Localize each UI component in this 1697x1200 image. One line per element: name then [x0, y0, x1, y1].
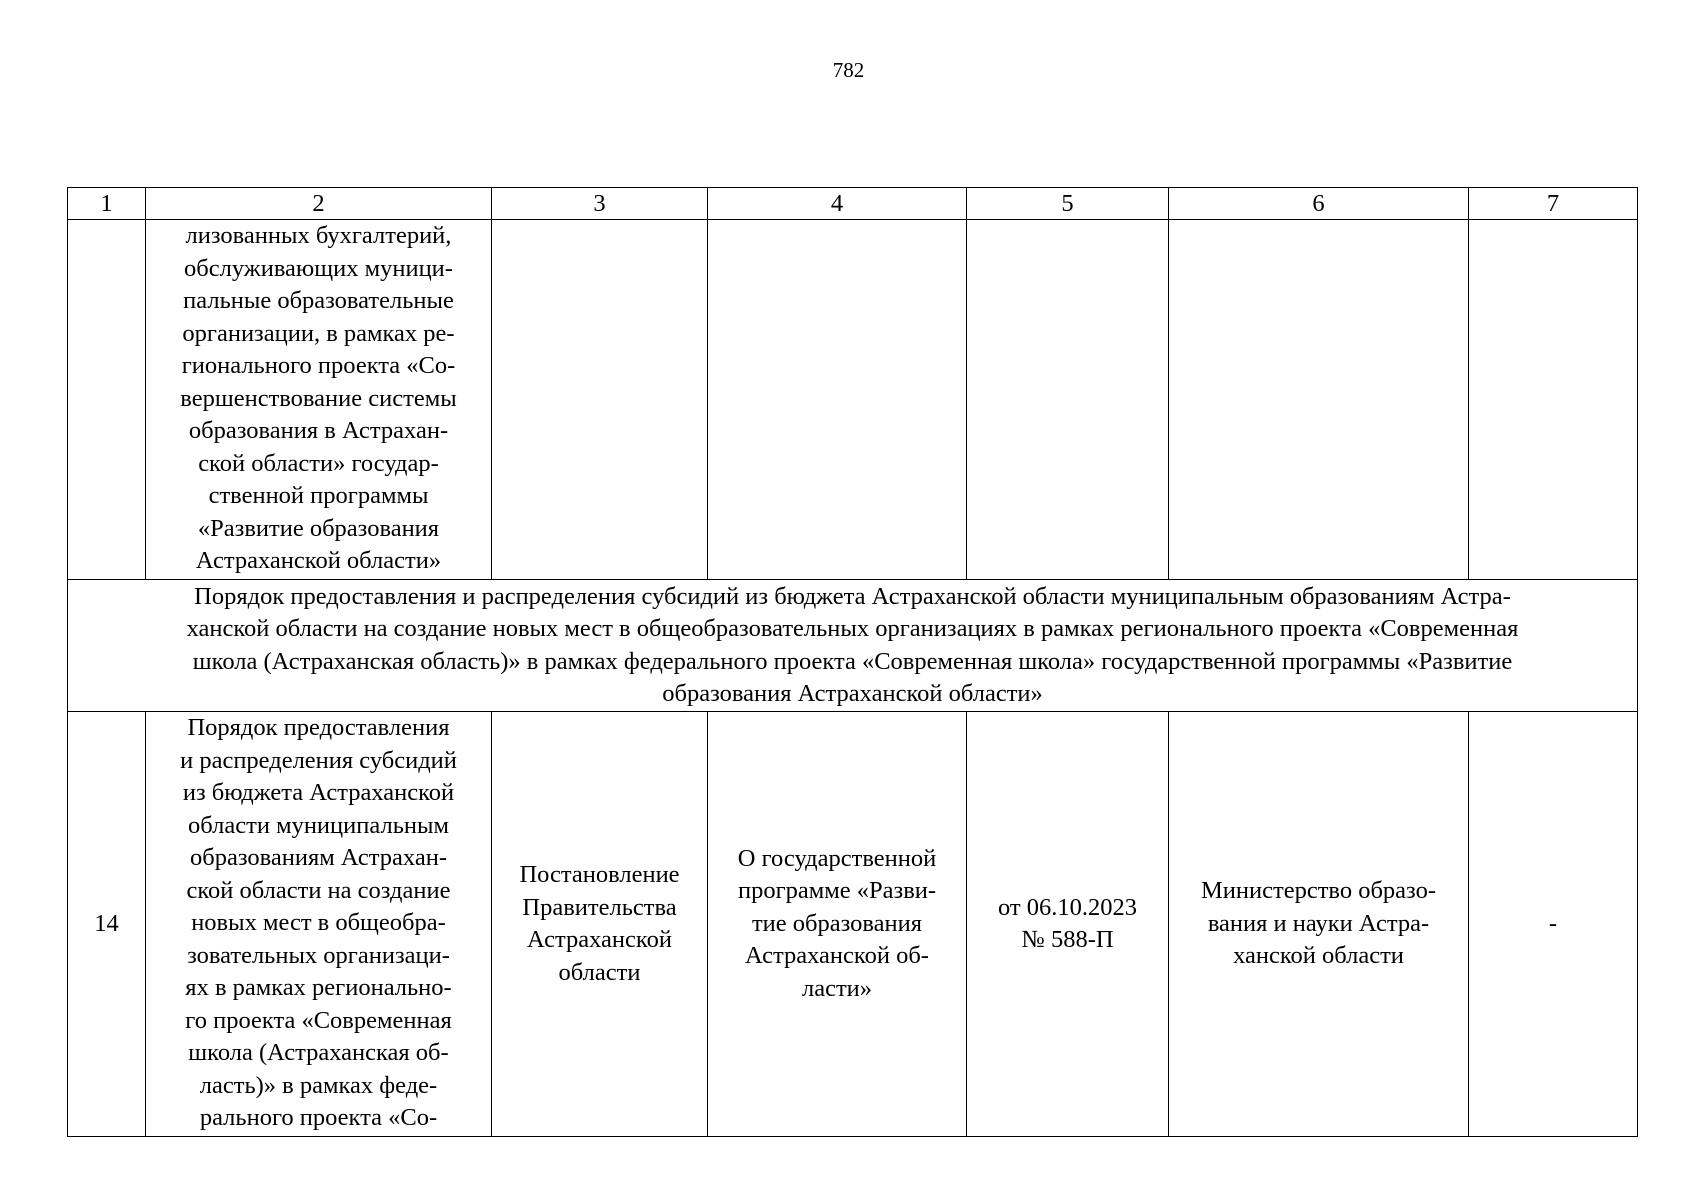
column-number-row [68, 188, 1638, 220]
column-number-cell: 6 [1169, 188, 1469, 220]
note-cell [1469, 220, 1638, 580]
responsible-cell [1169, 712, 1469, 1137]
note-text: - [1548, 909, 1558, 937]
section-heading-row [68, 580, 1638, 712]
table-row-14 [68, 712, 1638, 1137]
continued-row [68, 220, 1638, 580]
row-number-cell [68, 220, 146, 580]
column-number-cell: 1 [68, 188, 146, 220]
act-title-cell [708, 220, 967, 580]
row-number: 14 [94, 909, 119, 937]
column-number-cell: 7 [1469, 188, 1638, 220]
act-title-cell [708, 712, 967, 1137]
act-name-text: лизованных бухгалтерий, обслуживающих муници- пальные образовательные организации, в рамках ре- гионального проекта «Со- вершенствование системы образования в Астрахан- ской области» государ- ственной программы «Развитие образования Астраханской области» [180, 222, 457, 574]
act-name-cell [146, 220, 492, 580]
act-type-text: Постановление Правительства Астраханской области [519, 861, 680, 986]
page-number: 782 [832, 58, 865, 82]
act-date-number-text: от 06.10.2023 № 588-П [997, 893, 1137, 953]
column-number-cell: 4 [708, 188, 967, 220]
responsible-cell [1169, 220, 1469, 580]
column-number-cell: 5 [967, 188, 1169, 220]
act-date-cell [967, 712, 1169, 1137]
section-heading-cell [68, 580, 1638, 712]
act-name-text: Порядок предоставления и распределения субсидий из бюджета Астраханской области муниципальным образованиям Астрахан- ской области на создание новых мест в общеобра- зовательных организаци- ях в рамках регионально- го проекта «Современная школа (Астраханская об- ласть)» в рамках феде- рального проекта «Со- [180, 714, 457, 1131]
act-title-text: О государственной программе «Разви- тие образования Астраханской об- ласти» [737, 844, 937, 1002]
regulatory-acts-table [67, 187, 1638, 1137]
responsible-text: Министерство образо- вания и науки Астра- ханской области [1201, 877, 1436, 970]
column-number-cell: 3 [492, 188, 708, 220]
act-date-cell [967, 220, 1169, 580]
section-heading-text: Порядок предоставления и распределения субсидий из бюджета Астраханской области муниципальным образованиям Астра- ханской области на создание новых мест в общеобразовательных организациях в рамках регионального проекта «Современная школа (Астраханская область)» в рамках федерального проекта «Современная школа» государственной программы «Развитие образования Астраханской области» [186, 582, 1519, 707]
act-type-cell [492, 712, 708, 1137]
note-cell [1469, 712, 1638, 1137]
act-type-cell [492, 220, 708, 580]
act-name-cell [146, 712, 492, 1137]
column-number-cell: 2 [146, 188, 492, 220]
row-number-cell [68, 712, 146, 1137]
